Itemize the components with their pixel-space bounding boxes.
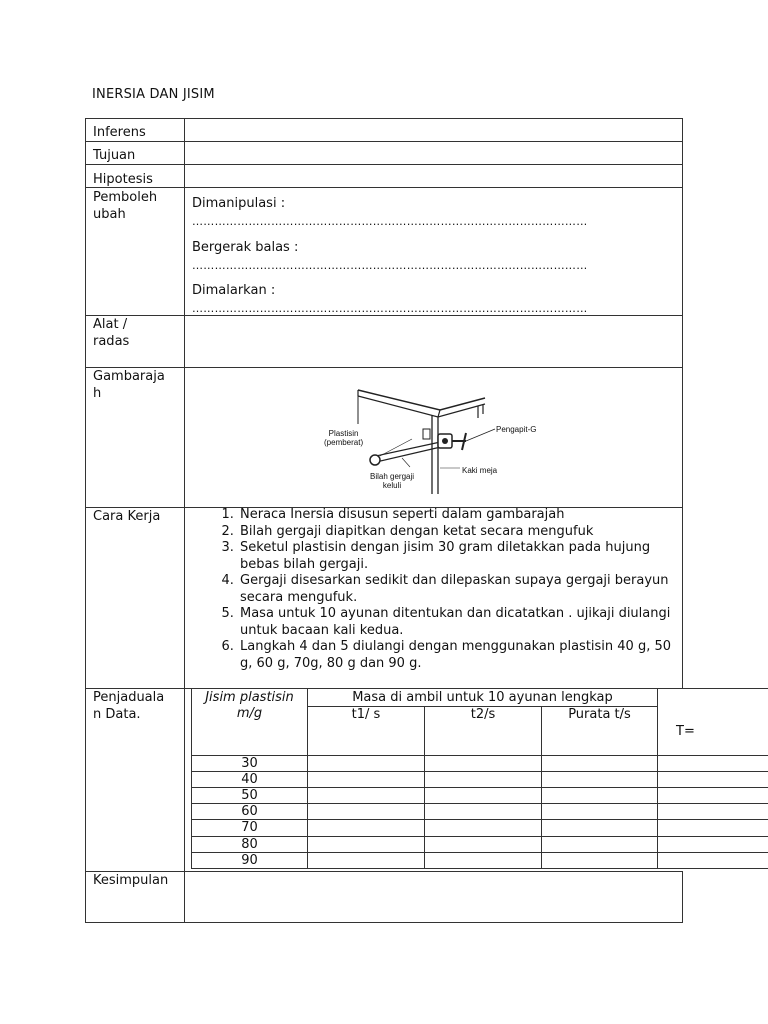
dimalarkan-label: Dimalarkan : [192, 283, 276, 298]
dimalarkan-dotted-line: …………………………………………………………………………………………… [192, 302, 588, 315]
label-inferens: Inferens [93, 125, 146, 140]
bilah-label: Bilah gergaji keluli [370, 472, 415, 490]
page-title: INERSIA DAN JISIM [92, 87, 215, 102]
label-penjadualan: Penjaduala n Data. [93, 690, 165, 722]
table-row: 50 [241, 788, 258, 803]
period-column-header: T= [676, 724, 695, 739]
purata-column-header: Purata t/s [568, 707, 631, 722]
dimanipulasi-dotted-line: …………………………………………………………………………………………… [192, 215, 588, 228]
label-kesimpulan: Kesimpulan [93, 873, 169, 888]
t1-column-header: t1/ s [351, 707, 381, 722]
time-group-header: Masa di ambil untuk 10 ayunan lengkap [352, 690, 613, 705]
plastisin-label: Plastisin (pemberat) [324, 429, 364, 447]
list-item: 4. Gergaji disesarkan sedikit dan dilepaskan supaya gergaji berayun secara mengufuk. [238, 573, 678, 606]
list-item: 1. Neraca Inersia disusun seperti dalam gambarajah [238, 507, 678, 524]
procedure-steps [212, 507, 678, 672]
list-item: 5. Masa untuk 10 ayunan ditentukan dan dicatatkan . ujikaji diulangi untuk bacaan kali kedua. [238, 606, 678, 639]
table-row: 60 [241, 804, 258, 819]
label-hipotesis: Hipotesis [93, 172, 153, 187]
bergerak-balas-label: Bergerak balas : [192, 240, 299, 255]
mass-column-header: Jisim plastisin m/g [205, 690, 294, 721]
label-gambarajah: Gambaraja h [93, 369, 165, 401]
table-row: 80 [241, 837, 258, 852]
list-item: 2. Bilah gergaji diapitkan dengan ketat secara mengufuk [238, 524, 678, 541]
dimanipulasi-label: Dimanipulasi : [192, 196, 286, 211]
label-cara-kerja: Cara Kerja [93, 509, 161, 524]
table-row: 90 [241, 853, 258, 868]
table-row: 30 [241, 756, 258, 771]
label-pembolehubah: Pemboleh ubah [93, 190, 158, 222]
kaki-meja-label: Kaki meja [462, 466, 498, 475]
label-tujuan: Tujuan [93, 148, 136, 163]
t2-column-header: t2/s [470, 707, 496, 722]
table-row: 40 [241, 772, 258, 787]
list-item: 3. Seketul plastisin dengan jisim 30 gram diletakkan pada hujung bebas bilah gergaji. [238, 540, 678, 573]
list-item: 6. Langkah 4 dan 5 diulangi dengan menggunakan plastisin 40 g, 50 g, 60 g, 70g, 80 g dan 90 g. [238, 639, 678, 672]
label-alat-radas: Alat / radas [93, 317, 130, 349]
pengapit-label: Pengapit-G [496, 425, 537, 434]
table-row: 70 [241, 820, 258, 835]
bergerak-balas-dotted-line: …………………………………………………………………………………………… [192, 259, 588, 272]
